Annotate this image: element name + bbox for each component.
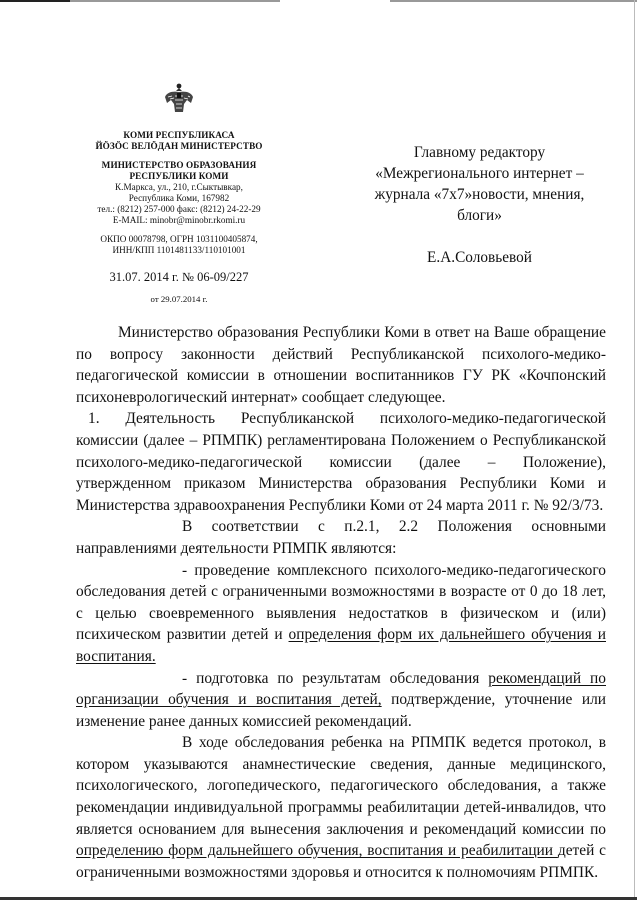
list-item-examination: [76, 560, 606, 668]
paragraph-protocol-post: детей с ограниченными возможностями здоровья и относится к полномочиям РПМПК.: [76, 842, 606, 881]
ministry-name-line1: МИНИСТЕРСТВО ОБРАЗОВАНИЯ: [101, 160, 257, 170]
list-item-recommendations: [76, 668, 606, 733]
addressee-line3: журнала «7х7»новости, мнения,: [374, 186, 585, 203]
addressee-block: [357, 142, 602, 268]
list-item-recommendations-post: подтверждение, уточнение или изменение ранее данных комиссией рекомендаций.: [76, 691, 606, 730]
scan-edge-top: [0, 0, 637, 2]
ministry-name-line2: РЕСПУБЛИКИ КОМИ: [129, 171, 229, 181]
address-line2: Республика Коми, 167982: [128, 193, 230, 203]
phone-fax: тел.: (8212) 257-000 факс: (8212) 24-22-29: [97, 204, 261, 214]
address-line1: К.Маркса, ул., 210, г.Сыктывкар,: [115, 182, 243, 192]
letterhead: [64, 82, 294, 305]
komi-name-line1: КОМИ РЕСПУБЛИКАСА: [123, 130, 235, 140]
underlined-forms-rehabilitation: определению форм дальнейшего обучения, воспитания и реабилитации: [76, 842, 558, 860]
list-item-examination-text: - проведение комплексного психолого-медико-педагогического обследования детей с ограниченными возможностями в возрасте от 0 до 18 лет, с целью своевременного выявления недостатков в физическом и (или) психическом развитии детей и: [76, 561, 606, 644]
komi-name-line2: ЙÖЗÖС ВЕЛÖДАН МИНИСТЕРСТВО: [95, 141, 263, 151]
addressee-line1: Главному редактору: [413, 144, 546, 161]
outgoing-date-number: 31.07. 2014 г. № 06-09/227: [109, 270, 249, 284]
addressee-line2: «Межрегионального интернет –: [375, 165, 584, 182]
paragraph-protocol-pre: В ходе обследования ребенка на РПМПК ведется протокол, в котором указываются анамнестические сведения, данные медицинского, психологического, логопедического, педагогического обследования, а также рекомендации индивидуальной программы реабилитации детей-инвалидов, что является основанием для вынесения заключения и рекомендаций комиссии по: [76, 734, 606, 838]
registry-codes-line1: ОКПО 00078798, ОГРН 1031100405874,: [100, 234, 258, 244]
paragraph-protocol: [76, 732, 606, 883]
paragraph-intro: Министерство образования Республики Коми в ответ на Ваше обращение по вопросу законности действий Республиканской психолого-медико-педагогической комиссии в отношении воспитанников ГУ РК «Кочпонский психоневрологический интернат» сообщает следующее.: [76, 324, 606, 406]
addressee-line4: блоги»: [457, 207, 502, 224]
list-item-recommendations-pre: - подготовка по результатам обследования: [182, 669, 489, 687]
underlined-recommendations: рекомендаций по организации обучения и воспитания детей,: [76, 669, 606, 709]
paragraph-1: 1. Деятельность Республиканской психолого-медико-педагогической комиссии (далее – РПМПК) регламентирована Положением о Республиканской психолого-медико-педагогической комиссии (далее – Положение), утвержденном приказом Министерства образования Республики Коми и Министерства здравоохранения Республики Коми от 24 марта 2011 г. № 92/3/73.: [76, 410, 606, 514]
incoming-reference: от 29.07.2014 г.: [150, 294, 208, 304]
registry-codes-line2: ИНН/КПП 1101481133/110101001: [112, 245, 246, 255]
scan-edge-right: [634, 0, 635, 900]
komi-coat-of-arms-icon: [162, 82, 196, 116]
addressee-name: Е.А.Соловьевой: [427, 249, 532, 266]
underlined-forms-of-education: определения форм их дальнейшего обучения и воспитания.: [76, 626, 606, 665]
letter-body: [76, 322, 606, 883]
email: E-MAIL: minobr@minobr.rkomi.ru: [112, 215, 246, 225]
paragraph-directions: В соответствии с п.2.1, 2.2 Положения основными направлениями деятельности РПМПК являются:: [76, 518, 606, 557]
